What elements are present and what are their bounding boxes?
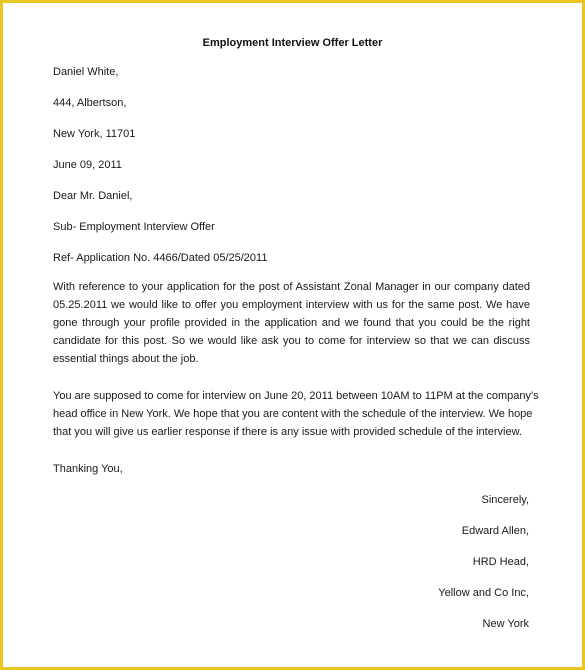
body-paragraph-2 [53, 387, 539, 441]
paragraph-line: 05.25.2011 we would like to offer you employment interview with us for the same post. We have [53, 299, 530, 311]
paragraph-line: essential things about the job. [53, 353, 199, 365]
closing: Sincerely, [481, 494, 529, 506]
signer-title: HRD Head, [472, 556, 529, 568]
paragraph-line: With reference to your application for the post of Assistant Zonal Manager in our company dated [53, 281, 530, 293]
paragraph-line: gone through your profile provided in the application and we found that you could be the right [53, 317, 530, 329]
paragraph-line: head office in New York. We hope that you are content with the schedule of the interview. We hope [53, 408, 533, 420]
thanks-line: Thanking You, [53, 463, 123, 475]
paragraph-line: candidate for this post. So we would like ask you to come for interview so that we can discuss [53, 335, 530, 347]
signer-name: Edward Allen, [461, 525, 529, 537]
salutation: Dear Mr. Daniel, [53, 190, 133, 202]
letter-title: Employment Interview Offer Letter [202, 37, 383, 49]
sender-city: New York, 11701 [53, 128, 136, 140]
sender-name: Daniel White, [53, 66, 119, 78]
subject-line: Sub- Employment Interview Offer [53, 221, 215, 233]
letter-date: June 09, 2011 [53, 159, 122, 171]
signer-city: New York [482, 618, 529, 630]
reference-line: Ref- Application No. 4466/Dated 05/25/2011 [53, 252, 268, 264]
sender-street: 444, Albertson, [53, 97, 127, 109]
paragraph-line: You are supposed to come for interview on June 20, 2011 between 10AM to 11PM at the company's [53, 390, 539, 402]
paragraph-line: that you will give us earlier response if there is any issue with provided schedule of the interview. [53, 426, 522, 438]
letter-page [3, 3, 582, 667]
signer-company: Yellow and Co Inc, [438, 587, 529, 599]
body-paragraph-1 [53, 278, 530, 368]
